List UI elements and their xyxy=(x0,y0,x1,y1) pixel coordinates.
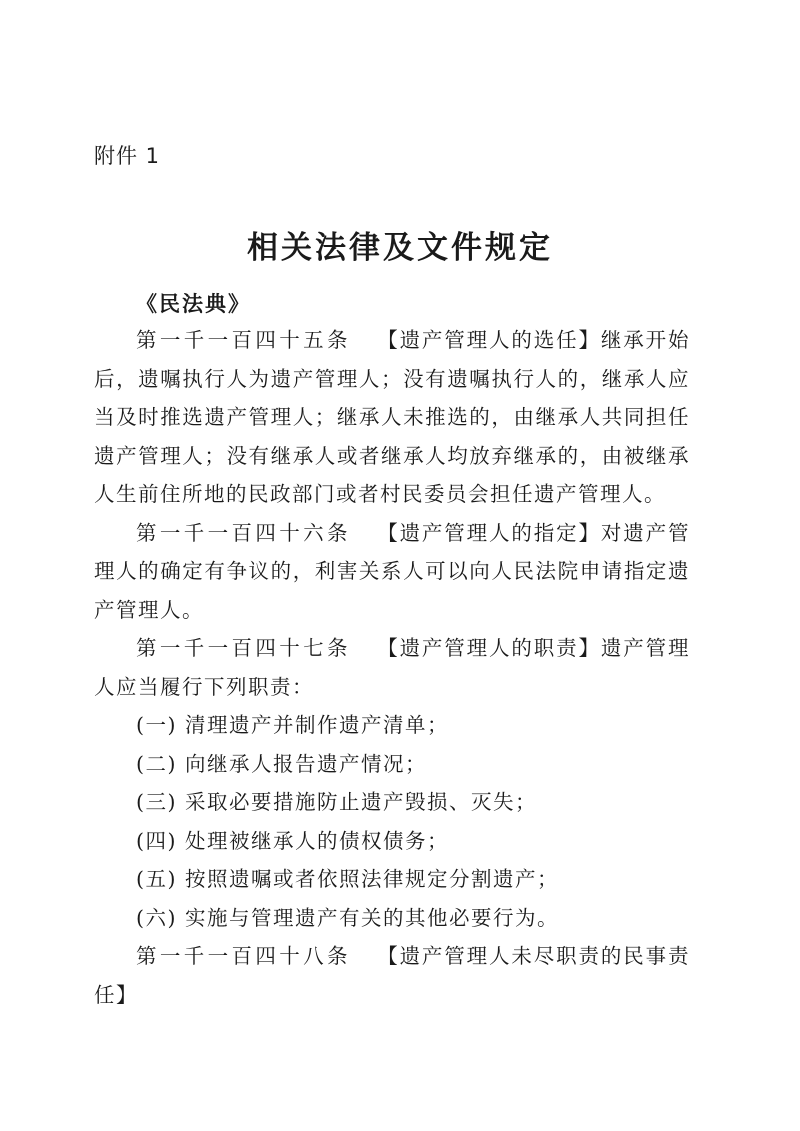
article-1146 xyxy=(94,514,690,630)
article-text: 对遗产管理人的确定有争议的，利害关系人可以向人民法院申请指定遗产管理人。 xyxy=(94,520,691,622)
article-heading: 【遗产管理人的选任】 xyxy=(376,328,601,352)
article-text: 继承开始后，遗嘱执行人为遗产管理人；没有遗嘱执行人的，继承人应当及时推选遗产管理人；继承人未推选的，由继承人共同担任遗产管理人；没有继承人或者继承人均放弃继承的，由被继承人生前住所地的民政部门或者村民委员会担任遗产管理人。 xyxy=(94,328,691,506)
annex-label: 附件 1 xyxy=(94,144,161,168)
article-1147 xyxy=(94,629,690,706)
duty-item: (一) 清理遗产并制作遗产清单； xyxy=(136,713,450,737)
duty-item: (二) 向继承人报告遗产情况； xyxy=(136,751,428,776)
article-1145 xyxy=(94,321,690,514)
article-number: 第一千一百四十七条 xyxy=(136,636,351,660)
article-1148 xyxy=(94,937,690,1014)
law-source-heading: 《民法典》 xyxy=(136,291,251,316)
duty-item: (五) 按照遗嘱或者依照法律规定分割遗产； xyxy=(136,867,560,891)
article-heading: 【遗产管理人的职责】 xyxy=(376,636,601,660)
article-number: 第一千一百四十六条 xyxy=(136,520,351,545)
article-heading: 【遗产管理人的指定】 xyxy=(376,520,601,545)
article-number: 第一千一百四十五条 xyxy=(136,328,351,352)
document-title: 相关法律及文件规定 xyxy=(247,230,553,266)
article-text: 遗产管理人应当履行下列职责： xyxy=(94,636,691,699)
document-body xyxy=(94,321,690,1014)
duty-item: (三) 采取必要措施防止遗产毁损、灭失； xyxy=(136,790,538,814)
article-number: 第一千一百四十八条 xyxy=(136,944,351,968)
duty-item: (四) 处理被继承人的债权债务； xyxy=(136,828,450,853)
duty-item: (六) 实施与管理遗产有关的其他必要行为。 xyxy=(136,905,560,930)
article-heading: 【遗产管理人未尽职责的民事责任】 xyxy=(94,944,691,1007)
